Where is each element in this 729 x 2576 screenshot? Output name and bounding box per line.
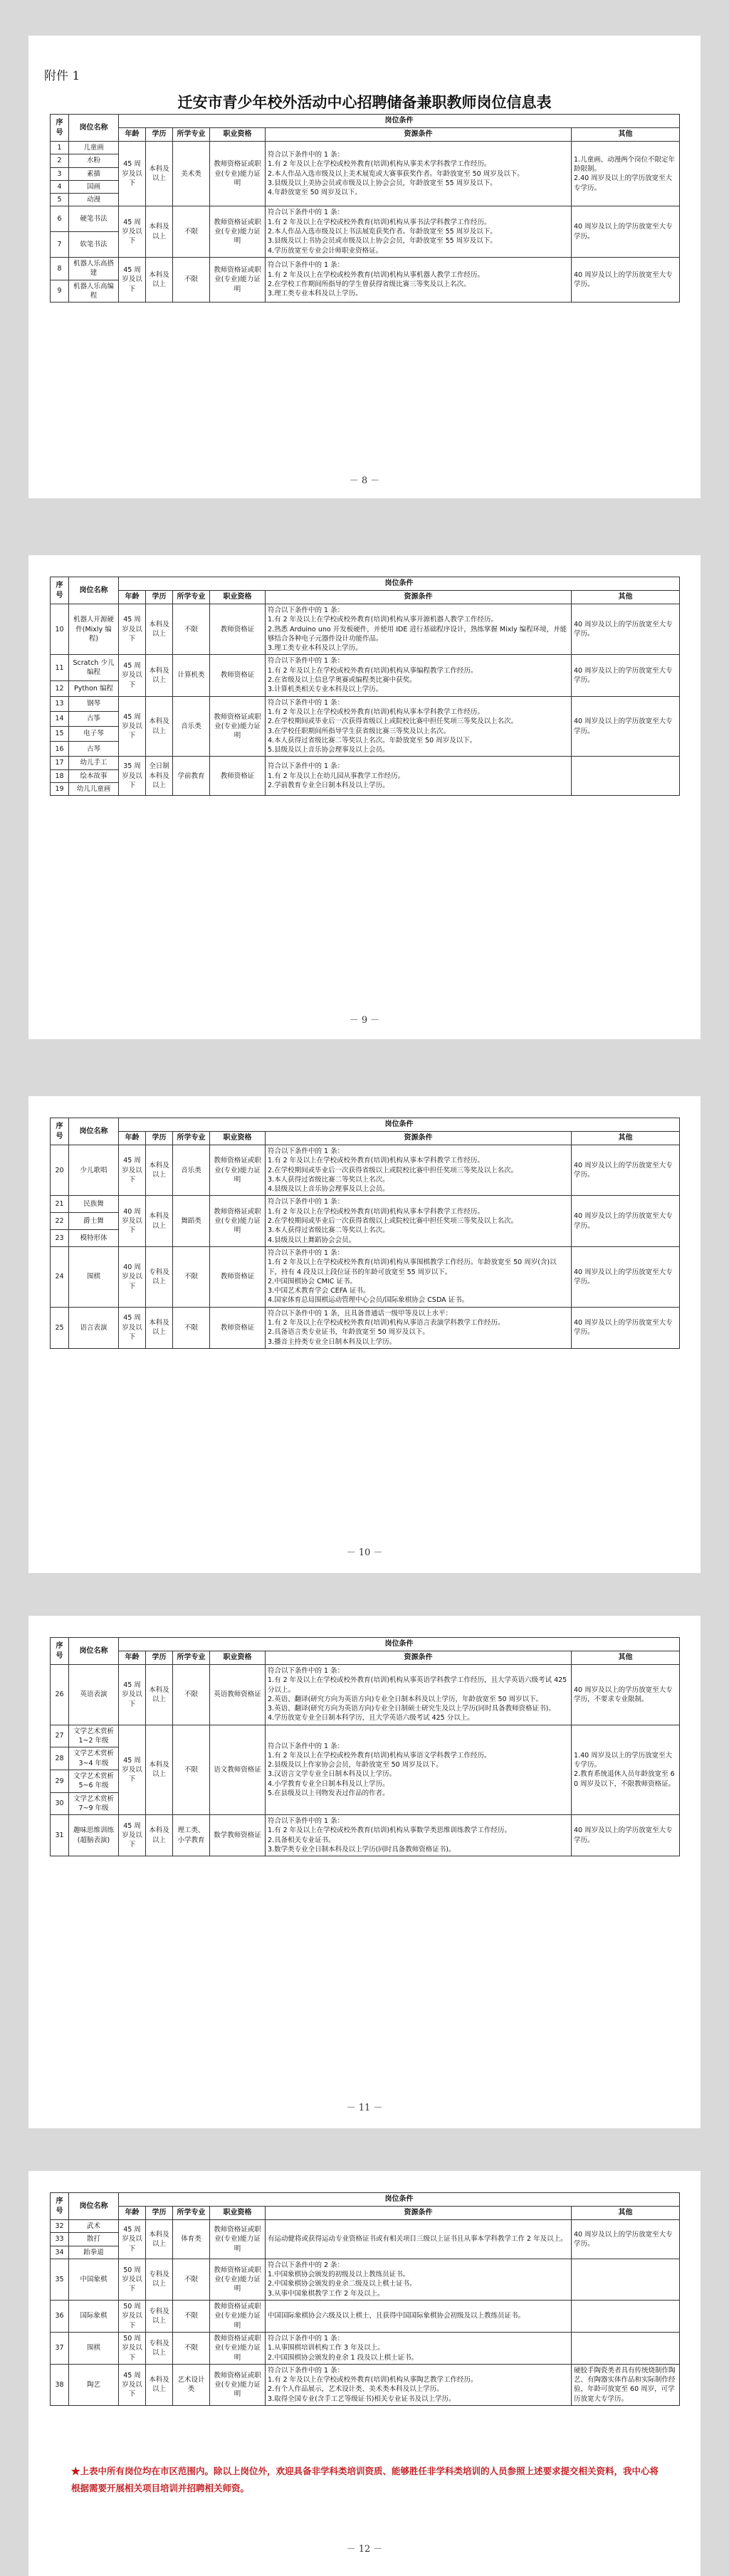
cell-resource: 符合以下条件中的 1 条，且具备普通话一级甲等及以上水平： 1.有 2 年及以上在学校或校外教育(培训)机构从事语言表演学科教学工作经历。 2.具备语言类专业证书，年龄放宽至 50 周岁及以下。 3.播音主持类专业全日制本科及以上学历。 <box>266 1307 572 1348</box>
cell-seq: 16 <box>51 742 69 757</box>
cell-major: 不限 <box>173 1307 210 1348</box>
header-post: 岗位名称 <box>69 1638 119 1665</box>
table-row <box>51 2220 680 2233</box>
cell-post: 幼儿儿童画 <box>69 783 119 796</box>
cell-resource: 符合以下条件中的 1 条： 1.有 2 年及以上在学校或校外教育(培训)机构从事英语学科教学工作经历，且大学英语六级考试 425 分以上。 2.英语、翻译(研究方向为英语方向)专业全日制本科及以上学历，年龄放宽至 50 周岁以下。 3.英语、翻译(研究方向为英语方向)专业全日制硕士研究生及以上学历(同时具备教师资格证书)。 4.学历放宽专业全日制本科学历，且大学英语六级考试 425 分以上。 <box>266 1665 572 1725</box>
table-row <box>51 1246 680 1307</box>
cell-post: Scratch 少儿编程 <box>69 655 119 681</box>
cell-other: 40 周岁及以上的学历放宽至大专学历。 <box>572 1145 680 1196</box>
cell-post: 少儿歌唱 <box>69 1145 119 1196</box>
header-major: 所学专业 <box>173 1651 210 1665</box>
cell-post: 模特形体 <box>69 1230 119 1247</box>
table-row <box>51 696 680 711</box>
header-age: 年龄 <box>119 2207 146 2220</box>
header-seq: 序号 <box>51 1638 69 1665</box>
cell-seq: 3 <box>51 167 69 180</box>
cell-major: 音乐类 <box>173 1145 210 1196</box>
cell-age: 50 周岁及以下 <box>119 2332 146 2364</box>
cell-edu: 本科及以上 <box>146 1307 173 1348</box>
header-row <box>51 128 680 142</box>
cell-post: 文学艺术赏析 5~6 年级 <box>69 1770 119 1792</box>
header-age: 年龄 <box>119 128 146 142</box>
cell-qual: 教师资格证或职业(专业)能力证明 <box>210 696 266 757</box>
cell-qual: 教师资格证或职业(专业)能力证明 <box>210 1196 266 1246</box>
cell-qual: 教师资格证或职业(专业)能力证明 <box>210 2301 266 2333</box>
cell-seq: 28 <box>51 1747 69 1770</box>
header-row <box>51 115 680 128</box>
cell-seq: 20 <box>51 1145 69 1196</box>
header-resource: 资源条件 <box>266 1132 572 1145</box>
document-page-11 <box>28 1616 701 2128</box>
cell-other <box>572 2301 680 2333</box>
cell-other: 40 周岁及以上的学历放宽至大专学历。 <box>572 1307 680 1348</box>
cell-edu: 专科及以上 <box>146 2259 173 2300</box>
cell-resource: 符合以下条件中的 1 条： 1.有 2 年及以上在幼儿园从事教学工作经历。 2.学前教育专业全日制本科及以上学历。 <box>266 757 572 796</box>
cell-seq: 22 <box>51 1213 69 1230</box>
header-qual: 职业资格 <box>210 591 266 604</box>
cell-post: 爵士舞 <box>69 1213 119 1230</box>
cell-qual: 教师资格证或职业(专业)能力证明 <box>210 206 266 257</box>
header-row <box>51 591 680 604</box>
cell-major: 音乐类 <box>173 696 210 757</box>
cell-post: 国际象棋 <box>69 2301 119 2333</box>
cell-seq: 1 <box>51 142 69 154</box>
cell-resource: 符合以下条件中的 1 条： 1.有 2 年及以上在学校或校外教育(培训)机构从事陶艺教学工作经历。 2.有个人作品展示，艺术设计类、美术类本科及以上学历。 3.取得全国专业(含手工艺等级证书)相关专业证书及以上学历。 <box>266 2364 572 2405</box>
header-seq: 序号 <box>51 2193 69 2220</box>
header-resource: 资源条件 <box>266 128 572 142</box>
page-number: － 9 － <box>349 1015 380 1026</box>
cell-post: 民族舞 <box>69 1196 119 1213</box>
table-row <box>51 757 680 769</box>
cell-seq: 15 <box>51 727 69 742</box>
cell-seq: 25 <box>51 1307 69 1348</box>
cell-resource: 符合以下条件中的 1 条： 1.有 2 年及以上在学校或校外教育(培训)机构从事开源机器人教学工作经历。 2.熟悉 Arduino uno 开发板硬件，并使用 IDE 进行基础程序设计，熟练掌握 Mixly 编程环境，并能够结合各种电子元器件设计功能作品。 3.理工类专业本科及以上学历。 <box>266 604 572 655</box>
cell-edu: 本科及以上 <box>146 1815 173 1856</box>
cell-post: 跆拳道 <box>69 2246 119 2259</box>
cell-post: 电子琴 <box>69 727 119 742</box>
cell-post: 文学艺术赏析 7~9 年级 <box>69 1792 119 1815</box>
cell-post: 绘本故事 <box>69 769 119 782</box>
cell-resource: 中国国际象棋协会六级及以上棋士，且获得中国国际象棋协会初级及以上教练员证书。 <box>266 2301 572 2333</box>
cell-seq: 35 <box>51 2259 69 2300</box>
table-row <box>51 2301 680 2333</box>
cell-seq: 11 <box>51 655 69 681</box>
cell-seq: 34 <box>51 2246 69 2259</box>
header-row <box>51 1651 680 1665</box>
header-other: 其他 <box>572 128 680 142</box>
cell-qual: 数学教师资格证 <box>210 1815 266 1856</box>
table-row <box>51 1307 680 1348</box>
header-other: 其他 <box>572 1132 680 1145</box>
cell-age: 45 周岁及以下 <box>119 1665 146 1725</box>
job-table <box>50 1637 680 1856</box>
header-conditions: 岗位条件 <box>119 1638 680 1651</box>
cell-resource: 符合以下条件中的 1 条： 1.有 2 年及以上在学校或校外教育(培训)机构从事围棋教学工作经历。年龄放宽至 50 周岁(含)以下，持有 4 段及以上段位证书的年龄可放宽至 55 周岁以下。 2.中国围棋协会 CMIC 证书。 3.中国艺术教育学会 CEFA 证书。 4.国家体育总局围棋运动管理中心会员/国际象棋协会 CSDA 证书。 <box>266 1246 572 1307</box>
cell-post: 幼儿手工 <box>69 757 119 769</box>
cell-qual: 教师资格证或职业(专业)能力证明 <box>210 2220 266 2259</box>
cell-post: 文学艺术赏析 3~4 年级 <box>69 1747 119 1770</box>
cell-seq: 24 <box>51 1246 69 1307</box>
table-row <box>51 2259 680 2300</box>
cell-other: 40 周岁及以上的学历放宽至大专学历。 <box>572 2220 680 2259</box>
attachment-label: 附件 1 <box>44 69 80 83</box>
header-seq: 序号 <box>51 115 69 142</box>
cell-age: 45 周岁及以下 <box>119 604 146 655</box>
cell-seq: 33 <box>51 2233 69 2246</box>
table-row <box>51 1196 680 1213</box>
cell-seq: 2 <box>51 154 69 167</box>
cell-other <box>572 757 680 796</box>
cell-age: 45 周岁及以下 <box>119 206 146 257</box>
header-qual: 职业资格 <box>210 2207 266 2220</box>
header-major: 所学专业 <box>173 2207 210 2220</box>
cell-other: 40 周岁及以上的学历放宽至大专学历。 <box>572 206 680 257</box>
cell-other: 40 周岁及以上的学历放宽至大专学历。 <box>572 696 680 757</box>
header-row <box>51 577 680 591</box>
page-number: － 8 － <box>349 475 380 486</box>
header-resource: 资源条件 <box>266 591 572 604</box>
cell-age: 35 周岁及以下 <box>119 757 146 796</box>
cell-other: 硬胶手陶瓷类者具有传统烧制作陶艺、有陶器实体作品和实际制作经验，年龄可放宽至 60 周岁，可学历放宽大专学历。 <box>572 2364 680 2405</box>
cell-post: 围棋 <box>69 2332 119 2364</box>
cell-major: 美术类 <box>173 142 210 206</box>
cell-other: 40 周岁及以上的学历放宽至大专学历。 <box>572 257 680 302</box>
cell-seq: 18 <box>51 769 69 782</box>
cell-other: 40 周岁及以上的学历放宽至大专学历。 <box>572 1815 680 1856</box>
cell-post: Python 编程 <box>69 681 119 696</box>
cell-seq: 17 <box>51 757 69 769</box>
cell-qual: 教师资格证或职业(专业)能力证明 <box>210 257 266 302</box>
header-row <box>51 1132 680 1145</box>
cell-major: 不限 <box>173 1725 210 1814</box>
cell-post: 武术 <box>69 2220 119 2233</box>
footnote: ★上表中所有岗位均在市区范围内。除以上岗位外，欢迎具备非学科类培训资质、能够胜任非学科类培训的人员参照上述要求提交相关资料，我中心将根据需要开展相关项目培训并招聘相关师资。 <box>71 2466 659 2493</box>
cell-post: 儿童画 <box>69 142 119 154</box>
document-page-9 <box>28 555 701 1039</box>
cell-qual: 教师资格证 <box>210 1307 266 1348</box>
header-post: 岗位名称 <box>69 577 119 604</box>
cell-seq: 30 <box>51 1792 69 1815</box>
table-row <box>51 206 680 232</box>
header-edu: 学历 <box>146 1651 173 1665</box>
header-other: 其他 <box>572 591 680 604</box>
cell-major: 不限 <box>173 1246 210 1307</box>
cell-qual: 教师资格证或职业(专业)能力证明 <box>210 142 266 206</box>
cell-edu: 本科及以上 <box>146 655 173 696</box>
cell-qual: 教师资格证或职业(专业)能力证明 <box>210 2259 266 2300</box>
cell-post: 硬笔书法 <box>69 206 119 232</box>
header-qual: 职业资格 <box>210 1132 266 1145</box>
cell-major: 不限 <box>173 257 210 302</box>
cell-seq: 6 <box>51 206 69 232</box>
header-row <box>51 1638 680 1651</box>
header-other: 其他 <box>572 2207 680 2220</box>
header-conditions: 岗位条件 <box>119 115 680 128</box>
cell-qual: 教师资格证 <box>210 655 266 696</box>
cell-seq: 10 <box>51 604 69 655</box>
cell-resource: 符合以下条件中的 1 条： 1.有 2 年及以上在学校或校外教育(培训)机构从事编程教学工作经历。 2.在省级及以上信息学奥赛或编程类比赛中获奖。 3.计算机类相关专业本科及以上学历。 <box>266 655 572 696</box>
cell-seq: 27 <box>51 1725 69 1747</box>
cell-seq: 7 <box>51 232 69 258</box>
cell-seq: 38 <box>51 2364 69 2405</box>
cell-post: 语言表演 <box>69 1307 119 1348</box>
header-conditions: 岗位条件 <box>119 1118 680 1132</box>
cell-major: 不限 <box>173 206 210 257</box>
cell-age: 45 周岁及以下 <box>119 257 146 302</box>
cell-post: 钢琴 <box>69 696 119 711</box>
cell-resource: 符合以下条件中的 1 条： 1.有 2 年及以上在学校或校外教育(培训)机构从事美术学科教学工作经历。 2.本人作品入选市级及以上美术展览或大赛事获奖作者。年龄放宽至 50 周岁及以下。 3.县级及以上美协会员或市级及以上协会会员，年龄放宽至 55 周岁及以下。 4.年龄放宽至 50 周岁及以下。 <box>266 142 572 206</box>
cell-post: 古琴 <box>69 742 119 757</box>
header-age: 年龄 <box>119 1132 146 1145</box>
cell-qual: 教师资格证或职业(专业)能力证明 <box>210 1145 266 1196</box>
cell-post: 散打 <box>69 2233 119 2246</box>
cell-other <box>572 2332 680 2364</box>
job-table <box>50 114 680 303</box>
header-major: 所学专业 <box>173 591 210 604</box>
table-row <box>51 2364 680 2405</box>
cell-resource: 符合以下条件中的 1 条： 1.从事围棋培训机构工作 3 年及以上。 2.中国围棋协会颁发的业余 1 段及以上棋士证书。 <box>266 2332 572 2364</box>
header-qual: 职业资格 <box>210 128 266 142</box>
job-table <box>50 2192 680 2406</box>
cell-edu: 专科及以上 <box>146 2332 173 2364</box>
header-age: 年龄 <box>119 1651 146 1665</box>
header-seq: 序号 <box>51 1118 69 1145</box>
cell-edu: 本科及以上 <box>146 1196 173 1246</box>
cell-age: 40 周岁及以下 <box>119 1246 146 1307</box>
cell-age: 40 周岁及以下 <box>119 1196 146 1246</box>
header-post: 岗位名称 <box>69 2193 119 2220</box>
cell-resource: 符合以下条件中的 1 条： 1.有 2 年及以上在学校或校外教育(培训)机构从事数学类思维训练教学工作经历。 2.具备相关专业证书。 3.数学类专业全日制本科及以上学历(同时具备教师资格证书)。 <box>266 1815 572 1856</box>
cell-qual: 教师资格证 <box>210 757 266 796</box>
cell-qual: 教师资格证 <box>210 1246 266 1307</box>
cell-post: 动漫 <box>69 194 119 206</box>
cell-seq: 23 <box>51 1230 69 1247</box>
table-row <box>51 604 680 655</box>
cell-age: 45 周岁及以下 <box>119 1307 146 1348</box>
cell-edu: 本科及以上 <box>146 142 173 206</box>
header-post: 岗位名称 <box>69 1118 119 1145</box>
cell-post: 文学艺术赏析 1~2 年级 <box>69 1725 119 1747</box>
cell-qual: 语文教师资格证 <box>210 1725 266 1814</box>
header-edu: 学历 <box>146 2207 173 2220</box>
cell-seq: 19 <box>51 783 69 796</box>
cell-qual: 教师资格证或职业(专业)能力证明 <box>210 2332 266 2364</box>
job-table <box>50 577 680 796</box>
header-major: 所学专业 <box>173 128 210 142</box>
table-row <box>51 1725 680 1747</box>
cell-major: 计算机类 <box>173 655 210 696</box>
table-row <box>51 257 680 280</box>
cell-other <box>572 2259 680 2300</box>
job-table <box>50 1118 680 1349</box>
cell-edu: 本科及以上 <box>146 1665 173 1725</box>
cell-edu: 专科及以上 <box>146 2301 173 2333</box>
cell-age: 45 周岁及以下 <box>119 1725 146 1814</box>
cell-resource: 符合以下条件中的 1 条： 1.有 2 年及以上在学校或校外教育(培训)机构从事本学科教学工作经历。 2.在学校期间或毕业后一次获得省级以上或院校比赛中担任奖项三等奖及以上名次。 3.本人获得过省级比赛二等奖以上名次。 4.县级及以上音乐协会理事及以上会员。 <box>266 1145 572 1196</box>
header-other: 其他 <box>572 1651 680 1665</box>
document-title: 迁安市青少年校外活动中心招聘储备兼职教师岗位信息表 <box>177 93 552 111</box>
header-row <box>51 2193 680 2207</box>
cell-resource: 符合以下条件中的 1 条： 1.有 2 年及以上在学校或校外教育(培训)机构从事语文学科教学工作经历。 2.县级及以上作家协会会员，年龄放宽至 50 周岁及以下。 3.汉语言文学专业全日制本科及以上学历。 4.小学教育专业全日制本科及以上学历。 5.在县级及以上刊物发表过作品的作者。 <box>266 1725 572 1814</box>
cell-edu: 本科及以上 <box>146 1725 173 1814</box>
header-row <box>51 1118 680 1132</box>
cell-post: 素描 <box>69 167 119 180</box>
cell-post: 趣味思维训练(超脑表演) <box>69 1815 119 1856</box>
cell-edu: 本科及以上 <box>146 257 173 302</box>
table-row <box>51 1815 680 1856</box>
header-resource: 资源条件 <box>266 2207 572 2220</box>
table-row <box>51 1145 680 1196</box>
cell-age: 45 周岁及以下 <box>119 696 146 757</box>
cell-major: 理工类、小学教育 <box>173 1815 210 1856</box>
cell-other: 40 周岁及以上的学历放宽至大专学历。 <box>572 604 680 655</box>
cell-post: 水粉 <box>69 154 119 167</box>
cell-age: 45 周岁及以下 <box>119 1145 146 1196</box>
cell-major: 不限 <box>173 2332 210 2364</box>
cell-other: 40 周岁及以上的学历放宽至大专学历。 <box>572 655 680 696</box>
cell-major: 体育类 <box>173 2220 210 2259</box>
cell-other: 40 周岁及以上的学历放宽至大专学历。 <box>572 1246 680 1307</box>
cell-other: 40 周岁及以上的学历放宽至大专学历，不要求专业限制。 <box>572 1665 680 1725</box>
table-row <box>51 2332 680 2364</box>
cell-seq: 4 <box>51 180 69 193</box>
cell-resource: 符合以下条件中的 1 条： 1.有 2 年及以上在学校或校外教育(培训)机构从事机器人教学工作经历。 2.在学校工作期间所指导的学生曾获得省级比赛三等奖及以上名次。 3.理工类专业本科及以上学历。 <box>266 257 572 302</box>
cell-post: 机器人乐高搭建 <box>69 257 119 280</box>
cell-post: 陶艺 <box>69 2364 119 2405</box>
header-edu: 学历 <box>146 1132 173 1145</box>
cell-other: 1.40 周岁及以上的学历放宽至大专学历。 2.教育系统退休人员年龄放宽至 60 周岁及以下，不限教师资格证。 <box>572 1725 680 1814</box>
cell-major: 不限 <box>173 2301 210 2333</box>
cell-age: 45 周岁及以下 <box>119 2364 146 2405</box>
header-edu: 学历 <box>146 128 173 142</box>
cell-age: 45 周岁及以下 <box>119 655 146 696</box>
cell-seq: 12 <box>51 681 69 696</box>
cell-resource: 符合以下条件中的 1 条： 1.有 2 年及以上在学校或校外教育(培训)机构从事书法学科教学工作经历。 2.本人作品入选市级及以上书法展览获奖作者。年龄放宽至 55 周岁及以下。 3.县级及以上书协会员或市级及以上协会会员，年龄放宽至 55 周岁及以下。 4.学历放宽至专业会计师职业资格证。 <box>266 206 572 257</box>
cell-resource: 有运动健将或获得运动专业资格证书或有相关项目三级以上证书且从事本学科教学工作 2 年及以上。 <box>266 2220 572 2259</box>
cell-post: 古筝 <box>69 711 119 726</box>
cell-seq: 9 <box>51 280 69 303</box>
cell-major: 不限 <box>173 604 210 655</box>
cell-age: 50 周岁及以下 <box>119 2301 146 2333</box>
cell-seq: 21 <box>51 1196 69 1213</box>
header-resource: 资源条件 <box>266 1651 572 1665</box>
cell-post: 机器人乐高编程 <box>69 280 119 303</box>
cell-post: 机器人开源硬件(Mixly 编程) <box>69 604 119 655</box>
cell-age: 45 周岁及以下 <box>119 142 146 206</box>
page-number: － 12 － <box>346 2544 383 2555</box>
document-page-10 <box>28 1096 701 1573</box>
document-page-8 <box>28 36 701 498</box>
header-conditions: 岗位条件 <box>119 577 680 591</box>
cell-resource: 符合以下条件中的 1 条： 1.有 2 年及以上在学校或校外教育(培训)机构从事本学科教学工作经历。 2.在学校期间或毕业后一次获得省级以上或院校比赛中担任奖项三等奖及以上名次。 3.在学校任职期间所指导学生获省级比赛三等奖及以上名次。 4.本人获得过省级比赛二等奖以上名次。年龄放宽至 50 周岁及以下。 5.县级及以上音乐协会理事及以上会员。 <box>266 696 572 757</box>
cell-post: 围棋 <box>69 1246 119 1307</box>
cell-edu: 专科及以上 <box>146 1246 173 1307</box>
cell-major: 不限 <box>173 2259 210 2300</box>
cell-age: 50 周岁及以下 <box>119 2259 146 2300</box>
cell-qual: 教师资格证或职业(专业)能力证明 <box>210 2364 266 2405</box>
cell-edu: 本科及以上 <box>146 1145 173 1196</box>
cell-post: 中国象棋 <box>69 2259 119 2300</box>
cell-seq: 5 <box>51 194 69 206</box>
cell-major: 舞蹈类 <box>173 1196 210 1246</box>
cell-seq: 31 <box>51 1815 69 1856</box>
cell-edu: 本科及以上 <box>146 206 173 257</box>
table-row <box>51 142 680 154</box>
header-conditions: 岗位条件 <box>119 2193 680 2207</box>
cell-seq: 36 <box>51 2301 69 2333</box>
cell-other: 1.儿童画、动漫两个岗位不限定年龄限制。 2.40 周岁及以上的学历放宽至大专学历。 <box>572 142 680 206</box>
cell-resource: 符合以下条件中的 1 条： 1.有 2 年及以上在学校或校外教育(培训)机构从事本学科教学工作经历。 2.在学校期间或毕业后一次获得省级以上或院校比赛中担任奖项三等奖及以上名次。 3.本人获得过省级比赛二等奖以上名次。 4.县级及以上舞蹈协会会员。 <box>266 1196 572 1246</box>
cell-age: 45 周岁及以下 <box>119 2220 146 2259</box>
cell-major: 艺术设计类 <box>173 2364 210 2405</box>
page-number: － 10 － <box>346 1547 383 1558</box>
document-page-12 <box>28 2171 701 2576</box>
cell-edu: 本科及以上 <box>146 2364 173 2405</box>
cell-post: 英语表演 <box>69 1665 119 1725</box>
cell-seq: 37 <box>51 2332 69 2364</box>
cell-seq: 32 <box>51 2220 69 2233</box>
table-row <box>51 655 680 681</box>
page-number: － 11 － <box>346 2103 383 2113</box>
cell-age: 45 周岁及以下 <box>119 1815 146 1856</box>
cell-seq: 26 <box>51 1665 69 1725</box>
header-age: 年龄 <box>119 591 146 604</box>
cell-post: 软笔书法 <box>69 232 119 258</box>
header-edu: 学历 <box>146 591 173 604</box>
header-row <box>51 2207 680 2220</box>
header-seq: 序号 <box>51 577 69 604</box>
cell-edu: 本科及以上 <box>146 696 173 757</box>
header-qual: 职业资格 <box>210 1651 266 1665</box>
cell-other: 40 周岁及以上的学历放宽至大专学历。 <box>572 1196 680 1246</box>
cell-edu: 本科及以上 <box>146 2220 173 2259</box>
cell-seq: 14 <box>51 711 69 726</box>
cell-qual: 英语教师资格证 <box>210 1665 266 1725</box>
cell-major: 学前教育 <box>173 757 210 796</box>
cell-post: 国画 <box>69 180 119 193</box>
cell-major: 不限 <box>173 1665 210 1725</box>
cell-edu: 全日制本科及以上 <box>146 757 173 796</box>
header-post: 岗位名称 <box>69 115 119 142</box>
cell-seq: 13 <box>51 696 69 711</box>
cell-seq: 8 <box>51 257 69 280</box>
cell-edu: 本科及以上 <box>146 604 173 655</box>
cell-seq: 29 <box>51 1770 69 1792</box>
cell-qual: 教师资格证 <box>210 604 266 655</box>
table-row <box>51 1665 680 1725</box>
cell-resource: 符合以下条件中的 2 条： 1.中国象棋协会颁发的初级及以上教练员证书。 2.中国象棋协会颁发的业余二级及以上棋士证书。 3.从事中国象棋教学工作 2 年及以上。 <box>266 2259 572 2300</box>
header-major: 所学专业 <box>173 1132 210 1145</box>
